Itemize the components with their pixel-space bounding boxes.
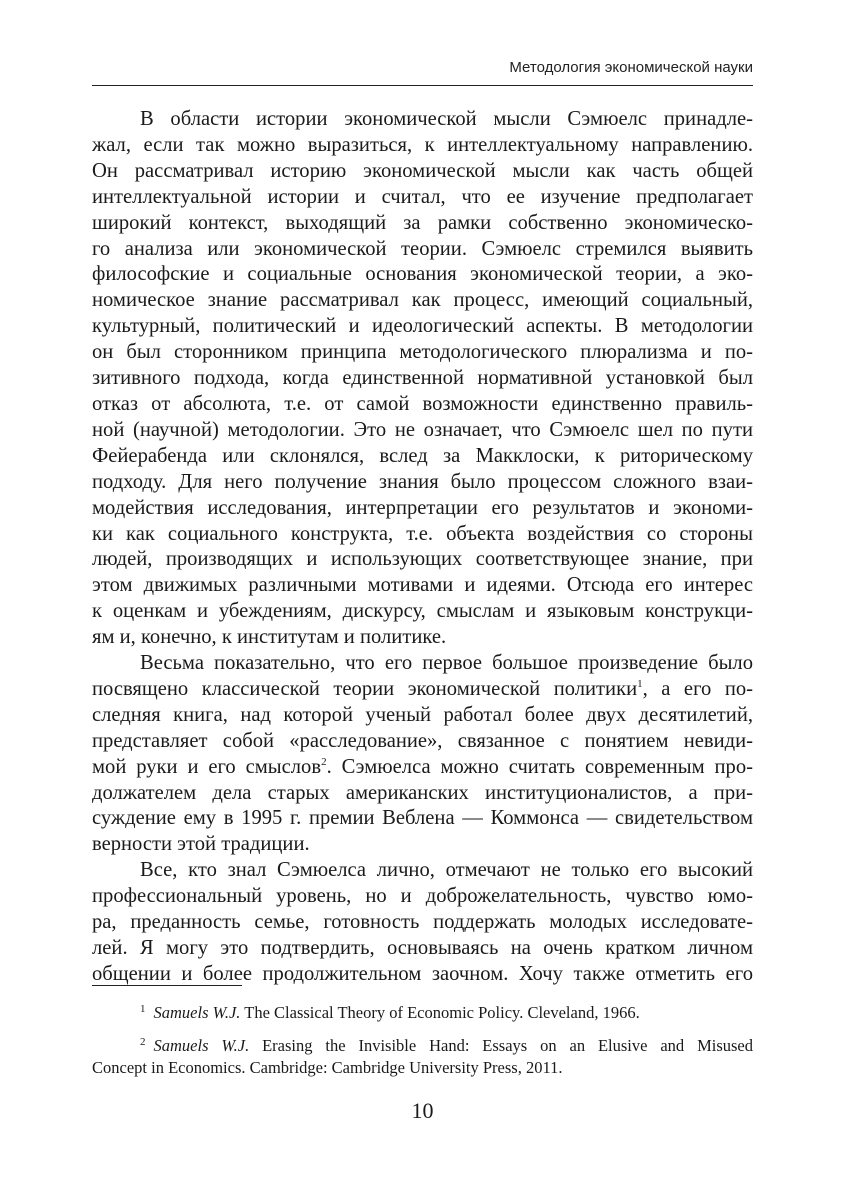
- text-line: представляет собой «расследование», связанное с понятием невиди-: [92, 729, 753, 752]
- text-line: зитивного подхода, когда единственной нормативной установкой был: [92, 367, 753, 390]
- footnote-author: Samuels W.J.: [153, 1036, 250, 1055]
- paragraph-1: [92, 107, 753, 651]
- footnote-author: Samuels W.J.: [153, 1003, 241, 1022]
- footnote-ref-1[interactable]: 1: [637, 678, 643, 691]
- text-line: номическое знание рассматривал как процесс, имеющий социальный,: [92, 289, 753, 312]
- text-line: философские и социальные основания экономической теории, а эко-: [92, 263, 753, 286]
- text-segment: . Сэмюелса можно считать современным про-: [326, 755, 753, 778]
- text-line: он был сторонником принципа методологического плюрализма и по-: [92, 341, 753, 364]
- text-line: культурный, политический и идеологический аспекты. В методологии: [92, 315, 753, 338]
- text-line: подходу. Для него получение знания было процессом сложного взаи-: [92, 470, 753, 493]
- footnote-text: The Classical Theory of Economic Policy. Cleveland, 1966.: [240, 1003, 640, 1022]
- text-line: Все, кто знал Сэмюелса лично, отмечают не только его высокий: [140, 859, 753, 882]
- footnote-line: [92, 1035, 753, 1057]
- text-line: лей. Я могу это подтвердить, основываясь на очень кратком личном: [92, 937, 753, 959]
- text-line: следняя книга, над которой ученый работал более двух десятилетий,: [92, 703, 753, 726]
- running-header: Методология экономической науки: [509, 59, 753, 76]
- text-line: В области истории экономической мысли Сэмюелс принадле-: [140, 108, 753, 130]
- footnotes: [92, 1002, 753, 1090]
- footnote-1: [92, 1002, 753, 1024]
- paragraph-3: [92, 858, 753, 988]
- text-line: людей, производящих и использующих соответствующее знание, при: [92, 548, 753, 571]
- text-segment: посвящено классической теории экономической политики: [92, 677, 638, 700]
- footnote-divider: [92, 985, 242, 986]
- text-line: отказ от абсолюта, т.е. от самой возможности единственно правиль-: [92, 392, 753, 415]
- text-line: [92, 755, 753, 781]
- footnote-2: [92, 1035, 753, 1079]
- footnote-line: Concept in Economics. Cambridge: Cambridge University Press, 2011.: [92, 1058, 563, 1077]
- text-line: Фейерабенда или склонялся, вслед за Макклоски, к риторическому: [92, 444, 753, 467]
- text-line: должателем дела старых американских институционалистов, а при-: [92, 781, 753, 804]
- footnote-ref-2[interactable]: 2: [321, 755, 327, 768]
- text-line: широкий контекст, выходящий за рамки собственно экономическо-: [92, 211, 753, 234]
- text-line: к оценкам и убеждениям, дискурсу, смыслам и языковым конструкци-: [92, 600, 753, 623]
- text-line: ки как социального конструкта, т.е. объекта воздействия со стороны: [92, 522, 753, 545]
- footnote-number: 1: [140, 1002, 146, 1015]
- text-line: суждение ему в 1995 г. премии Веблена — Коммонса — свидетельством: [92, 807, 753, 830]
- text-line: ям и, конечно, к институтам и политике.: [92, 626, 447, 649]
- text-line: ной (научной) методологии. Это не означает, что Сэмюелс шел по пути: [92, 418, 753, 441]
- text-line: [92, 677, 753, 703]
- text-line: жал, если так можно выразиться, к интеллектуальному направлению.: [92, 133, 753, 156]
- text-line: Он рассматривал историю экономической мысли как часть общей: [92, 159, 753, 182]
- main-text: [92, 107, 753, 988]
- text-segment: мой руки и его смыслов: [92, 755, 322, 778]
- text-segment: , а его по-: [642, 677, 753, 700]
- text-line: го анализа или экономической теории. Сэмюелс стремился выявить: [92, 237, 753, 260]
- header-divider: [92, 85, 753, 86]
- text-line: этом движимых различными мотивами и идеями. Отсюда его интерес: [92, 574, 753, 597]
- footnote-text: Erasing the Invisible Hand: Essays on an Elusive and Misused: [249, 1036, 753, 1055]
- page-number: 10: [411, 1098, 434, 1123]
- text-line: ра, преданность семье, готовность поддержать молодых исследовате-: [92, 911, 753, 934]
- text-line: верности этой традиции.: [92, 833, 310, 856]
- footnote-line: [92, 1002, 753, 1024]
- text-line: модействия исследования, интерпретации его результатов и экономи-: [92, 496, 753, 519]
- text-line: общении и более продолжительном заочном. Хочу также отметить его: [92, 962, 753, 985]
- footnote-number: 2: [140, 1035, 146, 1048]
- text-line: интеллектуальной истории и считал, что ее изучение предполагает: [92, 185, 753, 208]
- text-line: профессиональный уровень, но и доброжелательность, чувство юмо-: [92, 885, 753, 908]
- text-line: Весьма показательно, что его первое большое произведение было: [140, 652, 753, 675]
- paragraph-2: [92, 651, 753, 858]
